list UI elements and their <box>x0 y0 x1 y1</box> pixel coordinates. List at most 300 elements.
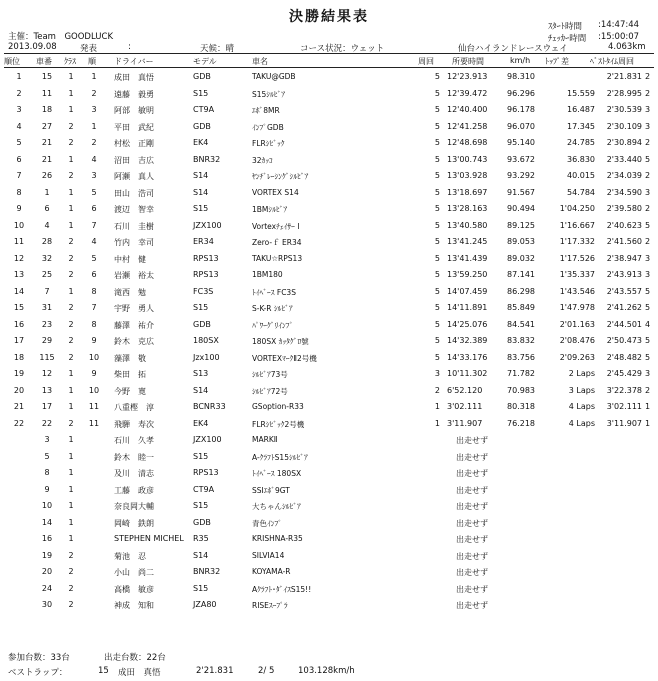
class-cell: 1 <box>68 501 74 510</box>
class-cell: 1 <box>68 451 74 461</box>
model-cell: GDB <box>193 517 211 527</box>
col-total-time: 所要時間 <box>452 57 484 66</box>
status-cell: 出走せず <box>456 568 488 577</box>
best-lap-cell: 2 <box>645 171 651 180</box>
model-cell: Jzx100 <box>193 352 220 362</box>
class-cell: 1 <box>68 517 74 527</box>
best-lap-cell: 5 <box>645 154 651 164</box>
class-cell: 1 <box>68 402 74 411</box>
status-cell: 出走せず <box>456 551 488 561</box>
best-lap-cell: 2 <box>645 237 651 246</box>
model-cell: JZX100 <box>193 435 222 444</box>
speed-cell: 90.494 <box>507 204 535 213</box>
car-name-cell: VORTEX S14 <box>252 187 299 197</box>
best-time-cell: 2'38.947 <box>606 253 642 263</box>
laps-cell: 5 <box>434 204 440 213</box>
class-cell: 2 <box>68 352 74 362</box>
model-cell: GDB <box>193 72 211 81</box>
position-cell: 6 <box>16 154 22 164</box>
driver-cell: 工藤 政彦 <box>114 485 154 495</box>
speed-cell: 96.178 <box>507 105 535 114</box>
laps-cell: 5 <box>434 270 440 279</box>
position-cell: 15 <box>13 303 25 312</box>
class-cell: 2 <box>68 336 74 345</box>
model-cell: CT9A <box>193 484 215 494</box>
speed-cell: 86.298 <box>507 286 535 296</box>
best-lap-cell: 1 <box>645 402 651 411</box>
car-name-cell: 1BM180 <box>252 270 283 279</box>
dns-row <box>0 551 658 567</box>
driver-cell: 高橋 敏彦 <box>114 584 154 594</box>
gap-cell: 16.487 <box>567 105 595 114</box>
model-cell: R35 <box>193 534 209 543</box>
laps-cell: 5 <box>434 105 440 114</box>
class-rank-cell: 5 <box>91 187 97 197</box>
total-time-cell: 12'41.258 <box>447 121 488 131</box>
col-class-rank: 順 <box>88 57 96 66</box>
start-time-value: :14:47:44 <box>598 20 640 30</box>
car-number-cell: 30 <box>41 600 53 609</box>
total-time-cell: 13'03.928 <box>447 171 488 180</box>
best-time-cell: 2'30.109 <box>606 121 642 131</box>
model-cell: 180SX <box>193 336 219 345</box>
status-cell: 出走せず <box>456 485 488 495</box>
driver-cell: 村松 正剛 <box>114 139 154 148</box>
car-number-cell: 10 <box>41 501 53 510</box>
driver-cell: 平田 武紀 <box>114 122 154 132</box>
result-row <box>0 386 658 402</box>
gap-cell: 17.345 <box>567 121 595 131</box>
class-cell: 1 <box>68 484 74 494</box>
status-cell: 出走せず <box>456 436 488 445</box>
announce-label: 発表 <box>80 44 98 54</box>
driver-cell: 小山 尚二 <box>114 568 154 577</box>
model-cell: S15 <box>193 501 209 510</box>
model-cell: GDB <box>193 319 211 329</box>
speed-cell: 76.218 <box>507 418 535 428</box>
dns-row <box>0 468 658 484</box>
class-cell: 2 <box>68 319 74 329</box>
position-cell: 8 <box>16 187 22 197</box>
class-rank-cell: 2 <box>91 138 97 147</box>
model-cell: EK4 <box>193 418 209 428</box>
total-time-cell: 6'52.120 <box>447 385 483 395</box>
gap-cell: 1'43.546 <box>559 286 595 296</box>
speed-cell: 84.541 <box>507 319 535 329</box>
best-time-cell: 2'39.580 <box>606 204 642 213</box>
position-cell: 10 <box>13 220 25 230</box>
gap-cell: 1'16.667 <box>559 220 595 230</box>
speed-cell: 89.032 <box>507 253 535 263</box>
laps-cell: 5 <box>434 303 440 312</box>
car-name-cell: TAKU@GDB <box>252 72 296 81</box>
position-cell: 16 <box>13 319 25 329</box>
position-cell: 4 <box>16 121 22 131</box>
total-time-cell: 14'32.389 <box>447 336 488 345</box>
car-name-cell: Aｸﾗﾌﾄ･ﾀﾞｲｽS15!! <box>252 584 312 594</box>
driver-cell: 飛騨 寿次 <box>114 419 154 429</box>
class-rank-cell: 1 <box>91 121 97 131</box>
position-cell: 12 <box>13 253 25 263</box>
laps-cell: 5 <box>434 121 440 131</box>
total-time-cell: 3'02.111 <box>447 402 483 411</box>
col-model: モデル <box>193 57 217 66</box>
result-row <box>0 320 658 336</box>
checker-time-value: :15:00:07 <box>598 32 640 42</box>
driver-cell: 阿瀬 真人 <box>114 172 154 181</box>
entries-count: 参加台数：33台 <box>8 653 70 663</box>
organizer: 主催：Team GOODLUCK <box>8 32 114 42</box>
gap-cell: 1'17.332 <box>559 237 595 246</box>
total-time-cell: 3'11.907 <box>447 418 483 428</box>
driver-cell: 石川 圭樹 <box>114 221 154 231</box>
best-time-cell: 2'41.560 <box>606 237 642 246</box>
car-number-cell: 15 <box>41 72 53 81</box>
dns-row <box>0 584 658 600</box>
speed-cell: 89.053 <box>507 237 535 246</box>
status-cell: 出走せず <box>456 584 488 594</box>
total-time-cell: 13'28.163 <box>447 204 488 213</box>
laps-cell: 5 <box>434 352 440 362</box>
best-time-cell: 3'02.111 <box>606 402 642 411</box>
car-name-cell: 青色ｲﾝﾌﾟ <box>252 518 282 528</box>
laps-cell: 5 <box>434 72 440 81</box>
class-rank-cell: 4 <box>91 154 97 164</box>
class-cell: 2 <box>68 583 74 593</box>
driver-cell: 沼田 吉広 <box>114 155 154 165</box>
model-cell: RPS13 <box>193 253 219 263</box>
driver-cell: 藤澤 祐介 <box>114 320 154 330</box>
class-cell: 1 <box>68 220 74 230</box>
position-cell: 19 <box>13 369 25 378</box>
laps-cell: 1 <box>434 402 440 411</box>
laps-cell: 5 <box>434 220 440 230</box>
course-distance: 4.063km <box>608 42 646 52</box>
gap-cell: 36.830 <box>567 154 595 164</box>
laps-cell: 5 <box>434 319 440 329</box>
speed-cell: 98.310 <box>507 72 535 81</box>
laps-cell: 5 <box>434 88 440 98</box>
col-speed: km/h <box>510 56 531 65</box>
model-cell: S14 <box>193 385 209 395</box>
car-number-cell: 11 <box>41 88 53 98</box>
class-cell: 2 <box>68 567 74 576</box>
car-name-cell: ｼﾙﾋﾞｱ73号 <box>252 370 288 379</box>
car-name-cell: 180SX ｶｯﾀｸﾞﾛ號 <box>252 337 309 346</box>
class-cell: 1 <box>68 369 74 378</box>
car-number-cell: 17 <box>41 402 53 411</box>
best-lap-cell: 2 <box>645 385 651 395</box>
gap-cell: 40.015 <box>567 171 595 180</box>
total-time-cell: 14'33.176 <box>447 352 488 362</box>
class-rank-cell: 3 <box>91 171 97 180</box>
dns-row <box>0 518 658 534</box>
total-time-cell: 12'40.400 <box>447 105 488 114</box>
model-cell: S15 <box>193 451 209 461</box>
result-row <box>0 402 658 418</box>
course-status: コース状況：ウェット <box>300 44 385 54</box>
car-number-cell: 32 <box>41 253 53 263</box>
speed-cell: 95.140 <box>507 138 535 147</box>
best-lap-cell: 3 <box>645 270 651 279</box>
gap-cell: 4 Laps <box>568 402 595 411</box>
result-row <box>0 122 658 138</box>
car-number-cell: 9 <box>44 484 50 494</box>
gap-cell: 2 Laps <box>568 369 595 378</box>
driver-cell: 宇野 勇人 <box>114 304 154 313</box>
result-row <box>0 287 658 303</box>
car-number-cell: 28 <box>41 237 53 246</box>
class-rank-cell: 5 <box>91 253 97 263</box>
class-cell: 2 <box>68 303 74 312</box>
car-name-cell: ﾄｲﾍﾞｰｽ FC3S <box>252 287 296 297</box>
car-name-cell: FLRｼﾋﾞｯｸ <box>252 139 285 148</box>
speed-cell: 83.832 <box>507 336 535 345</box>
model-cell: S15 <box>193 204 209 213</box>
best-lap-cell: 4 <box>645 319 651 329</box>
document-title: 決勝結果表 <box>289 9 369 25</box>
laps-cell: 5 <box>434 154 440 164</box>
best-lap-cell: 2 <box>645 138 651 147</box>
car-name-cell: ﾊﾟﾜｰｸﾞﾘｲﾝﾌﾟ <box>252 320 294 330</box>
laps-cell: 2 <box>434 385 440 395</box>
speed-cell: 83.756 <box>507 352 535 362</box>
total-time-cell: 10'11.302 <box>447 369 488 378</box>
result-row <box>0 353 658 369</box>
car-name-cell: KRISHNA-R35 <box>252 534 303 543</box>
speed-cell: 93.292 <box>507 171 535 180</box>
model-cell: BNR32 <box>193 154 221 164</box>
class-rank-cell: 7 <box>91 220 97 230</box>
model-cell: FC3S <box>193 286 214 296</box>
class-rank-cell: 10 <box>88 385 100 395</box>
car-name-cell: Zero-ｆ ER34 <box>252 238 302 247</box>
driver-cell: 鈴木 睦一 <box>114 452 154 462</box>
class-rank-cell: 11 <box>88 402 100 411</box>
gap-cell: 2'09.263 <box>559 352 595 362</box>
model-cell: S15 <box>193 583 209 593</box>
laps-cell: 5 <box>434 253 440 263</box>
position-cell: 1 <box>16 72 22 81</box>
model-cell: JZA80 <box>193 600 217 609</box>
position-cell: 7 <box>16 171 22 180</box>
col-driver: ドライバー <box>114 57 154 66</box>
best-lap-cell: 5 <box>645 286 651 296</box>
best-lap-car: 15 <box>98 666 109 676</box>
position-cell: 13 <box>13 270 25 279</box>
class-cell: 2 <box>68 418 74 428</box>
circuit-name: 仙台ハイランドレースウェイ <box>458 44 568 54</box>
car-number-cell: 14 <box>41 517 53 527</box>
car-number-cell: 1 <box>44 187 50 197</box>
driver-cell: 渡辺 智幸 <box>114 205 154 214</box>
best-time-cell: 2'40.623 <box>606 220 642 230</box>
model-cell: RPS13 <box>193 270 219 279</box>
car-number-cell: 26 <box>41 171 53 180</box>
car-name-cell: ｲﾝﾌﾟGDB <box>252 122 284 132</box>
model-cell: BCNR33 <box>193 402 226 411</box>
result-row <box>0 237 658 253</box>
driver-cell: 及川 清志 <box>114 469 154 478</box>
car-number-cell: 31 <box>41 303 53 312</box>
gap-cell: 24.785 <box>567 138 595 147</box>
total-time-cell: 14'25.076 <box>447 319 488 329</box>
position-cell: 18 <box>13 352 25 362</box>
driver-cell: 岩瀬 裕太 <box>114 271 154 280</box>
car-number-cell: 6 <box>44 204 50 213</box>
model-cell: EK4 <box>193 138 209 147</box>
driver-cell: 阿部 敏明 <box>114 106 154 115</box>
result-row <box>0 171 658 187</box>
position-cell: 21 <box>13 402 25 411</box>
best-lap-cell: 3 <box>645 253 651 263</box>
class-cell: 2 <box>68 121 74 131</box>
best-time-cell: 2'41.262 <box>606 303 642 312</box>
class-cell: 1 <box>68 385 74 395</box>
car-name-cell: ｼﾙﾋﾞｱ72号 <box>252 386 288 396</box>
best-time-cell: 2'34.039 <box>606 171 642 180</box>
class-rank-cell: 4 <box>91 237 97 246</box>
status-cell: 出走せず <box>456 502 488 511</box>
best-lap-cell: 3 <box>645 187 651 197</box>
col-car-name: 車名 <box>252 57 268 66</box>
position-cell: 17 <box>13 336 25 345</box>
model-cell: CT9A <box>193 105 215 114</box>
result-row <box>0 72 658 88</box>
result-row <box>0 105 658 121</box>
laps-cell: 1 <box>434 418 440 428</box>
best-time-cell: 2'50.473 <box>606 336 642 345</box>
gap-cell: 1'35.337 <box>559 270 595 279</box>
gap-cell: 1'47.978 <box>559 303 595 312</box>
total-time-cell: 13'41.439 <box>447 253 488 263</box>
class-cell: 2 <box>68 171 74 180</box>
class-cell: 2 <box>68 253 74 263</box>
best-lap-cell: 5 <box>645 352 651 362</box>
class-cell: 1 <box>68 534 74 543</box>
col-gap: ﾄｯﾌﾟ差 <box>545 57 569 66</box>
position-cell: 5 <box>16 138 22 147</box>
class-rank-cell: 7 <box>91 303 97 312</box>
announce-colon: : <box>128 42 131 52</box>
weather: 天候：晴 <box>200 44 235 54</box>
class-rank-cell: 11 <box>88 418 100 428</box>
gap-cell: 3 Laps <box>568 385 595 395</box>
model-cell: RPS13 <box>193 468 219 477</box>
driver-cell: 中村 健 <box>114 254 146 264</box>
car-number-cell: 7 <box>44 286 50 296</box>
class-cell: 1 <box>68 88 74 98</box>
gap-cell: 4 Laps <box>568 418 595 428</box>
class-cell: 1 <box>68 154 74 164</box>
car-name-cell: 1BMｼﾙﾋﾞｱ <box>252 205 288 214</box>
gap-cell: 2'08.476 <box>559 336 595 345</box>
dns-row <box>0 534 658 550</box>
car-name-cell: VORTEXﾏｰｸⅡ2号機 <box>252 353 317 363</box>
car-name-cell: RISEｽｰﾌﾟﾗ <box>252 601 288 610</box>
header-rule-top <box>4 53 654 54</box>
class-rank-cell: 2 <box>91 88 97 98</box>
driver-cell: 藻澤 敬 <box>114 353 146 363</box>
best-lap-cell: 3 <box>645 121 651 131</box>
best-time-cell: 2'21.831 <box>606 72 642 81</box>
best-lap-cell: 5 <box>645 336 651 345</box>
model-cell: JZX100 <box>193 220 222 230</box>
car-number-cell: 27 <box>41 121 53 131</box>
car-name-cell: SILVIA14 <box>252 550 285 560</box>
car-number-cell: 19 <box>41 550 53 560</box>
total-time-cell: 12'23.913 <box>447 72 488 81</box>
status-cell: 出走せず <box>456 535 488 544</box>
best-time-cell: 3'11.907 <box>606 418 642 428</box>
car-number-cell: 18 <box>41 105 53 114</box>
col-class: ｸﾗｽ <box>64 57 76 66</box>
best-lap-cell: 2 <box>645 72 651 81</box>
speed-cell: 80.318 <box>507 402 535 411</box>
gap-cell: 1'17.526 <box>559 253 595 263</box>
driver-cell: 石川 久孝 <box>114 436 154 445</box>
best-lap-cell: 5 <box>645 303 651 312</box>
car-name-cell: 32ｶｯｺ <box>252 155 273 165</box>
best-lap-cell: 3 <box>645 369 651 378</box>
result-row <box>0 419 658 435</box>
gap-cell: 15.559 <box>567 88 595 98</box>
best-time-cell: 2'43.913 <box>606 270 642 279</box>
laps-cell: 5 <box>434 138 440 147</box>
dns-row <box>0 501 658 517</box>
best-time-cell: 2'30.539 <box>606 105 642 114</box>
class-rank-cell: 9 <box>91 369 97 378</box>
car-name-cell: ﾄｲﾍﾞｰｽ 180SX <box>252 469 302 478</box>
class-cell: 2 <box>68 237 74 246</box>
car-number-cell: 5 <box>44 451 50 461</box>
col-car-number: 車番 <box>36 57 52 66</box>
best-lap-cell: 5 <box>645 220 651 230</box>
result-row <box>0 303 658 319</box>
position-cell: 3 <box>16 105 22 114</box>
best-time-cell: 2'30.894 <box>606 138 642 147</box>
header-rule-bottom <box>4 67 654 68</box>
position-cell: 9 <box>16 204 22 213</box>
status-cell: 出走せず <box>456 518 488 528</box>
total-time-cell: 13'18.697 <box>447 187 488 197</box>
best-lap-cell: 1 <box>645 418 651 428</box>
speed-cell: 85.849 <box>507 303 535 312</box>
result-row <box>0 336 658 352</box>
best-time-cell: 2'33.440 <box>606 154 642 164</box>
result-row <box>0 369 658 385</box>
gap-cell: 2'01.163 <box>559 319 595 329</box>
best-time-cell: 2'45.429 <box>606 369 642 378</box>
class-cell: 1 <box>68 105 74 114</box>
total-time-cell: 13'40.580 <box>447 220 488 230</box>
car-number-cell: 13 <box>41 385 53 395</box>
result-row <box>0 188 658 204</box>
class-rank-cell: 3 <box>91 105 97 114</box>
class-rank-cell: 9 <box>91 336 97 345</box>
car-name-cell: ﾔﾝﾁﾞﾚｰｼﾝｸﾞｼﾙﾋﾞｱ <box>252 172 309 181</box>
car-number-cell: 115 <box>39 352 55 362</box>
class-rank-cell: 8 <box>91 286 97 296</box>
class-cell: 1 <box>68 468 74 477</box>
laps-cell: 5 <box>434 187 440 197</box>
class-cell: 2 <box>68 550 74 560</box>
driver-cell: 今野 寛 <box>114 386 146 396</box>
model-cell: BNR32 <box>193 567 221 576</box>
checker-time-label: ﾁｪｯｶｰ時間 <box>548 34 587 44</box>
total-time-cell: 12'48.698 <box>447 138 488 147</box>
dns-row <box>0 600 658 616</box>
